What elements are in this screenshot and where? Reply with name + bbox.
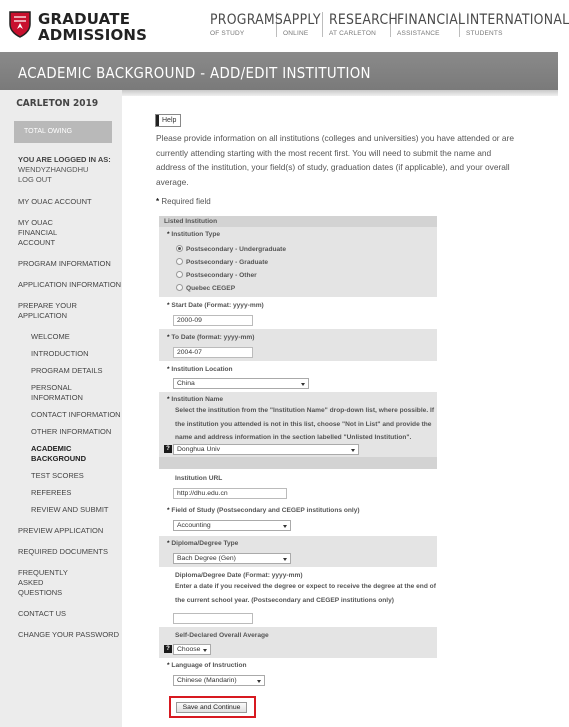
page-title: ACADEMIC BACKGROUND - ADD/EDIT INSTITUTION	[18, 64, 371, 82]
institution-name-section	[159, 392, 437, 457]
url-section	[159, 469, 437, 503]
to-date-input[interactable]: 2004-07	[173, 347, 253, 358]
chevron-down-icon	[351, 449, 355, 452]
radio-other[interactable]: Postsecondary - Other	[176, 271, 257, 279]
sidebar-item-application-information[interactable]: APPLICATION INFORMATION	[18, 280, 122, 289]
sidebar-item-academic-background[interactable]: ACADEMIC BACKGROUND	[31, 444, 86, 463]
logged-in-label: YOU ARE LOGGED IN AS:	[18, 155, 111, 164]
url-label: Institution URL	[175, 475, 223, 482]
sidebar-item-review-and-submit[interactable]: REVIEW AND SUBMIT	[31, 505, 109, 514]
diploma-date-note: Enter a date if you received the degree or expect to receive the degree at the end of the current school year. (Postsecondary and CEGEP institutions only)	[175, 583, 436, 604]
radio-dot[interactable]	[176, 258, 183, 265]
site-header	[0, 0, 569, 52]
username: WENDYZHANGDHU	[18, 165, 89, 174]
radio-dot[interactable]	[176, 284, 183, 291]
nav-label: PROGRAMS	[210, 12, 284, 28]
crest-icon[interactable]	[8, 10, 32, 38]
sidebar-item-introduction[interactable]: INTRODUCTION	[31, 349, 89, 358]
sidebar-item-required-documents[interactable]: REQUIRED DOCUMENTS	[18, 547, 109, 556]
url-input[interactable]: http://dhu.edu.cn	[173, 488, 287, 499]
intro-text: Please provide information on all institutions (colleges and universities) you have attended or are currently attending starting with the most recent first. You will need to submit the name and address of the institution, your field(s) of study, graduation dates (if applicable), and your overall average.	[156, 133, 515, 187]
to-date-label: * To Date (format: yyyy-mm)	[167, 334, 255, 341]
location-label: * Institution Location	[167, 366, 233, 373]
diploma-type-section	[159, 536, 437, 567]
nav-research[interactable]	[322, 12, 399, 37]
institution-form	[159, 216, 437, 688]
diploma-date-input[interactable]	[173, 613, 253, 624]
required-field-note	[156, 197, 211, 206]
diploma-date-section	[159, 567, 437, 627]
nav-financial[interactable]	[390, 12, 466, 37]
sidebar-item-contact-information[interactable]: CONTACT INFORMATION	[31, 410, 121, 419]
nav-sublabel: ASSISTANCE	[397, 30, 440, 37]
sidebar-item-my-ouac-account[interactable]: MY OUAC ACCOUNT	[18, 197, 92, 206]
brand-line-2: ADMISSIONS	[38, 26, 148, 44]
form-section-title: Listed Institution	[159, 216, 437, 227]
radio-quebec-cegep[interactable]: Quebec CEGEP	[176, 284, 235, 292]
diploma-type-select[interactable]: Bach Degree (Gen)	[173, 553, 291, 564]
sidebar-item-change-password[interactable]: CHANGE YOUR PASSWORD	[18, 630, 119, 639]
help-icon[interactable]: ?	[164, 445, 172, 453]
chevron-down-icon	[283, 525, 287, 528]
nav-sublabel: ONLINE	[283, 30, 309, 37]
diploma-date-label: Diploma/Degree Date (Format: yyyy-mm)	[175, 572, 303, 579]
sidebar-item-faq[interactable]: FREQUENTLY ASKED QUESTIONS	[18, 568, 68, 597]
to-date-section	[159, 329, 437, 361]
top-nav	[204, 12, 569, 37]
page-title-bar	[0, 52, 558, 90]
sidebar-item-personal-information[interactable]: PERSONAL INFORMATION	[31, 383, 83, 402]
average-section	[159, 627, 437, 658]
sidebar	[0, 90, 122, 727]
location-section	[159, 361, 437, 392]
institution-name-note: Select the institution from the "Institution Name" drop-down list, where possible. If the institution you attended is not in this list, choose "Not in List" and provide the name and address information in the section labelled "Unlisted Institution".	[175, 407, 435, 441]
help-icon[interactable]: ?	[164, 645, 172, 653]
radio-undergraduate[interactable]: Postsecondary - Undergraduate	[176, 245, 286, 253]
chevron-down-icon	[257, 680, 261, 683]
chevron-down-icon	[283, 558, 287, 561]
sidebar-item-preview-application[interactable]: PREVIEW APPLICATION	[18, 526, 104, 535]
sidebar-item-program-information[interactable]: PROGRAM INFORMATION	[18, 259, 111, 268]
start-date-label: * Start Date (Format: yyyy-mm)	[167, 302, 264, 309]
sidebar-item-other-information[interactable]: OTHER INFORMATION	[31, 427, 112, 436]
language-select[interactable]: Chinese (Mandarin)	[173, 675, 265, 686]
diploma-type-label: * Diploma/Degree Type	[167, 540, 239, 547]
sidebar-item-contact-us[interactable]: CONTACT US	[18, 609, 67, 618]
sidebar-item-prepare-your-application[interactable]: PREPARE YOUR APPLICATION	[18, 301, 77, 320]
section-divider	[159, 457, 437, 469]
brand-line-1: GRADUATE	[38, 10, 131, 28]
language-label: * Language of Instruction	[167, 662, 247, 669]
main-content	[122, 96, 558, 727]
sidebar-year: CARLETON 2019	[16, 98, 99, 109]
help-button[interactable]: Help	[155, 114, 181, 127]
radio-dot-selected[interactable]	[176, 245, 183, 252]
save-and-continue-button[interactable]: Save and Continue	[176, 702, 247, 713]
field-of-study-section	[159, 503, 437, 536]
nav-label: FINANCIAL	[397, 12, 466, 28]
start-date-section	[159, 297, 437, 329]
sidebar-item-referees[interactable]: REFEREES	[31, 488, 72, 497]
start-date-input[interactable]: 2000-09	[173, 315, 253, 326]
nav-sublabel: STUDENTS	[466, 30, 503, 37]
chevron-down-icon	[203, 649, 207, 652]
field-of-study-select[interactable]: Accounting	[173, 520, 291, 531]
nav-programs[interactable]	[204, 12, 284, 37]
nav-apply[interactable]	[276, 12, 322, 37]
institution-name-select[interactable]: Donghua Univ	[173, 444, 359, 455]
location-select[interactable]: China	[173, 378, 309, 389]
logout-link[interactable]: LOG OUT	[18, 175, 52, 184]
required-marker: *	[156, 197, 160, 206]
language-section	[159, 658, 437, 688]
required-text: Required field	[161, 197, 211, 206]
nav-label: APPLY	[283, 12, 321, 28]
institution-type-label: * Institution Type	[167, 231, 221, 238]
institution-name-label: * Institution Name	[167, 396, 224, 403]
average-select[interactable]: Choose	[173, 644, 211, 655]
sidebar-item-test-scores[interactable]: TEST SCORES	[31, 471, 84, 480]
sidebar-item-my-ouac-financial-account[interactable]: MY OUAC FINANCIAL ACCOUNT	[18, 218, 57, 247]
total-owing-box: TOTAL OWING	[14, 121, 112, 143]
submit-highlight	[169, 696, 256, 718]
sidebar-item-program-details[interactable]: PROGRAM DETAILS	[31, 366, 103, 375]
nav-label: INTERNATIONAL	[466, 12, 569, 28]
brand-title[interactable]	[38, 11, 147, 43]
sidebar-item-welcome[interactable]: WELCOME	[31, 332, 70, 341]
chevron-down-icon	[301, 383, 305, 386]
nav-sublabel: OF STUDY	[210, 30, 245, 37]
nav-international[interactable]	[459, 12, 569, 37]
radio-dot[interactable]	[176, 271, 183, 278]
nav-sublabel: AT CARLETON	[329, 30, 376, 37]
nav-label: RESEARCH	[329, 12, 399, 28]
average-label: Self-Declared Overall Average	[175, 632, 269, 639]
radio-graduate[interactable]: Postsecondary - Graduate	[176, 258, 268, 266]
field-of-study-label: * Field of Study (Postsecondary and CEGEP institutions only)	[167, 507, 360, 514]
institution-type-section	[159, 227, 437, 297]
